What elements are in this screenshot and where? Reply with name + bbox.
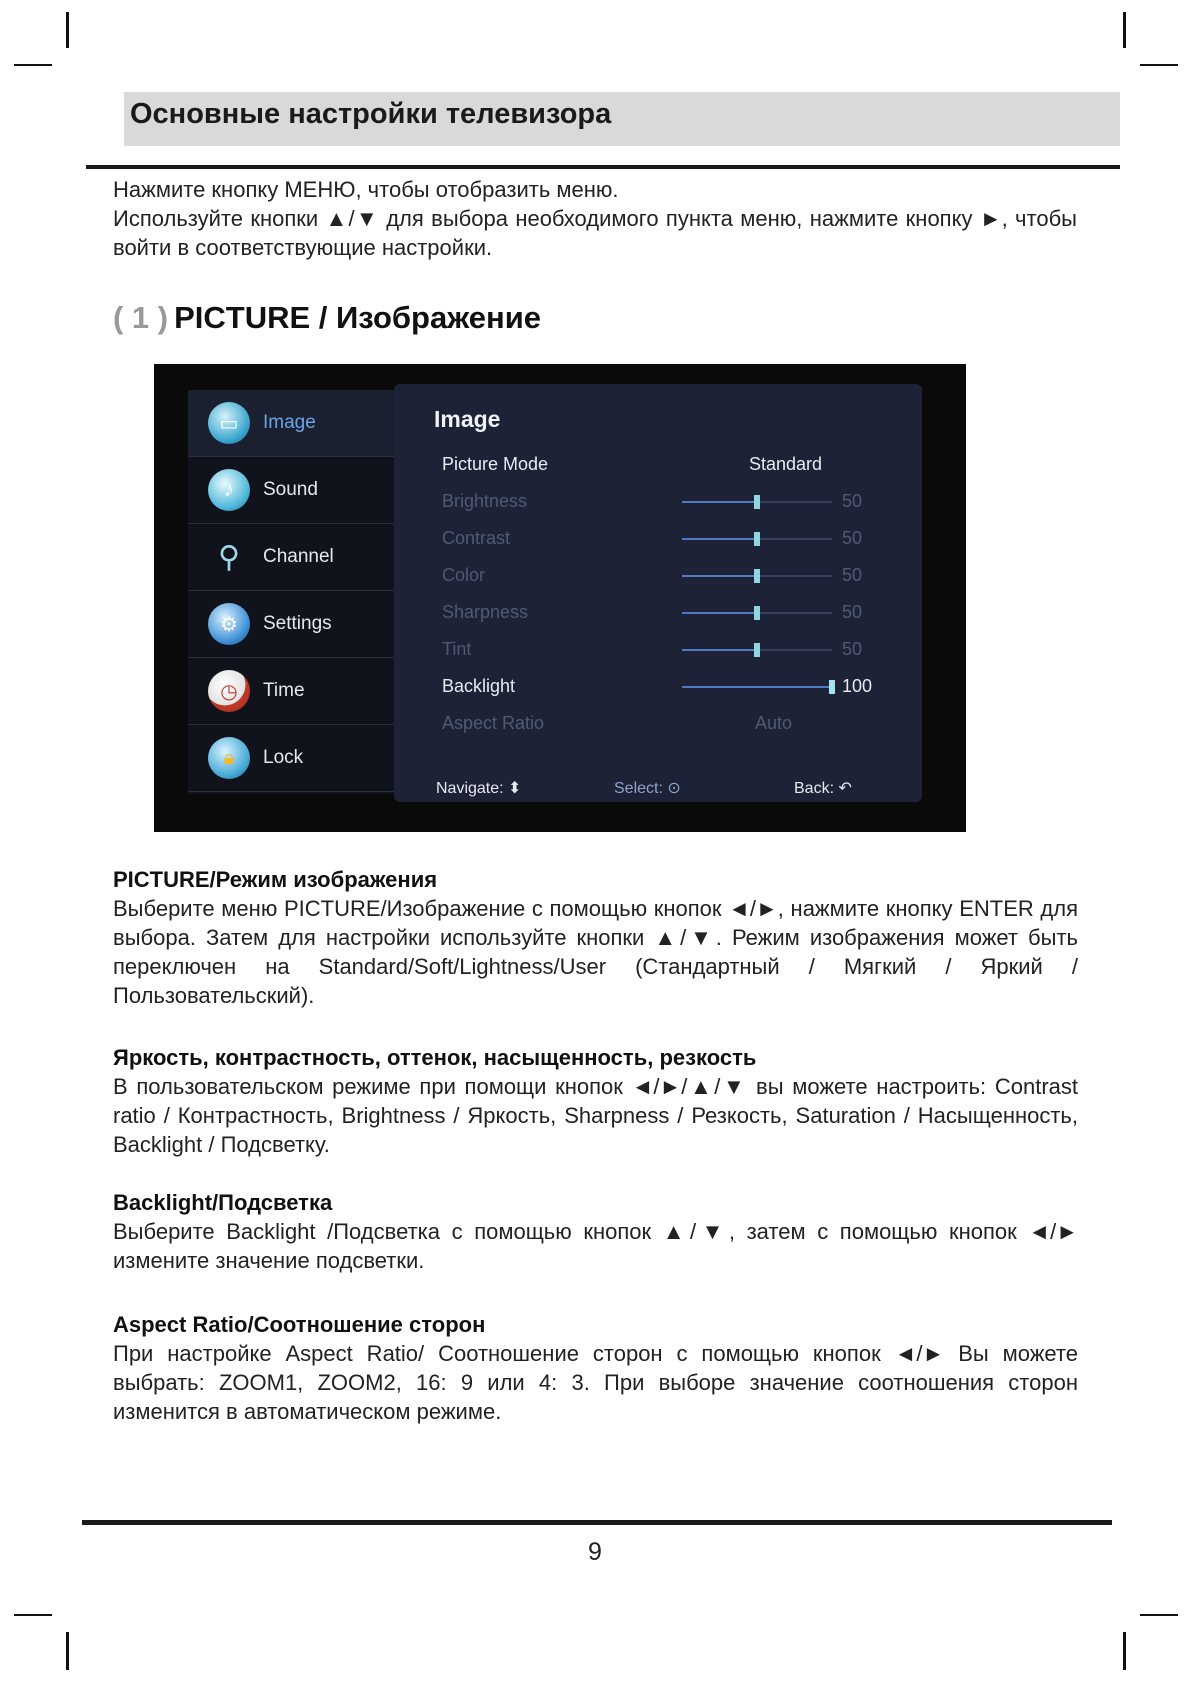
tv-menu-item-lock[interactable]: [188, 725, 394, 792]
row-value: 100: [841, 676, 872, 696]
tv-settings-panel: [394, 384, 922, 802]
row-value: 50: [841, 602, 862, 622]
brightness-slider[interactable]: [682, 501, 832, 503]
brightness-section: [113, 1043, 1078, 1159]
crop-mark: [1140, 1614, 1178, 1616]
tv-menu-label: Lock: [263, 747, 304, 768]
music-note-icon: ♪: [208, 469, 250, 511]
row-label: Contrast: [442, 528, 511, 548]
row-label: Picture Mode: [442, 454, 549, 474]
sharpness-slider[interactable]: [682, 612, 832, 614]
slider-fill: [682, 686, 832, 688]
picture-mode-row[interactable]: [442, 450, 902, 480]
panel-title: Image: [434, 406, 501, 432]
tv-menu-item-time[interactable]: [188, 658, 394, 725]
tv-sidebar: [188, 390, 394, 794]
slider-knob[interactable]: [754, 532, 760, 546]
intro-line: Нажмите кнопку МЕНЮ, чтобы отобразить меню.: [113, 177, 619, 202]
slider-knob[interactable]: [754, 643, 760, 657]
brightness-row[interactable]: [442, 487, 902, 517]
backlight-slider[interactable]: [682, 686, 832, 688]
row-label: Aspect Ratio: [442, 713, 545, 733]
slider-fill: [682, 501, 757, 503]
section-body: Выберите Backlight /Подсветка с помощью кнопок ▲/▼, затем с помощью кнопок ◄/► измените значение подсветки.: [113, 1219, 1078, 1273]
crop-mark: [66, 12, 69, 48]
contrast-row[interactable]: [442, 524, 902, 554]
tv-menu-item-settings[interactable]: [188, 591, 394, 658]
row-value: 50: [841, 639, 862, 659]
row-value: 50: [841, 491, 862, 511]
section-label: PICTURE / Изображение: [174, 300, 542, 335]
tv-menu-screenshot: [154, 364, 966, 832]
slider-knob[interactable]: [754, 569, 760, 583]
navigate-hint: Navigate: ⬍: [436, 780, 522, 797]
slider-fill: [682, 649, 757, 651]
section-heading: Aspect Ratio/Соотношение сторон: [113, 1312, 486, 1337]
alarm-clock-icon: ◷: [208, 670, 250, 712]
crop-mark: [1140, 64, 1178, 66]
section-body: В пользовательском режиме при помощи кнопок ◄/►/▲/▼ вы можете настроить: Contrast ratio / Контрастность, Brightness / Яркость, Sharpness / Резкость, Saturation / Насыщенность, Backlight / Подсветку.: [113, 1074, 1078, 1157]
sharpness-row[interactable]: [442, 598, 902, 628]
page-title: Основные настройки телевизора: [130, 98, 612, 130]
section-body: При настройке Aspect Ratio/ Соотношение сторон с помощью кнопок ◄/► Вы можете выбрать: ZOOM1, ZOOM2, 16: 9 или 4: 3. При выборе значение соотношения сторон изменится в автоматическом режиме.: [113, 1341, 1078, 1424]
contrast-slider[interactable]: [682, 538, 832, 540]
backlight-row[interactable]: [442, 672, 902, 702]
color-row[interactable]: [442, 561, 902, 591]
slider-knob[interactable]: [754, 606, 760, 620]
tv-menu-label: Settings: [263, 613, 332, 634]
row-value: 50: [841, 528, 862, 548]
padlock-icon: 🔒︎: [208, 737, 250, 779]
title-bar: [124, 92, 1120, 146]
slider-fill: [682, 538, 757, 540]
crop-mark: [66, 1632, 69, 1670]
satellite-dish-icon: ⚲: [218, 540, 240, 574]
row-label: Brightness: [442, 491, 528, 511]
section-title: [113, 300, 541, 336]
slider-knob[interactable]: [754, 495, 760, 509]
footer-rule: [82, 1520, 1112, 1525]
header-rule: [86, 165, 1120, 169]
tv-menu-item-sound[interactable]: [188, 457, 394, 524]
crop-mark: [1123, 12, 1126, 48]
slider-knob[interactable]: [829, 680, 835, 694]
tv-menu-label: Sound: [263, 479, 318, 500]
select-hint: Select: ⊙: [614, 780, 681, 797]
section-number: ( 1 ): [113, 300, 169, 335]
crop-mark: [1123, 1632, 1126, 1670]
section-heading: PICTURE/Режим изображения: [113, 867, 438, 892]
row-label: Color: [442, 565, 486, 585]
back-hint: Back: ↶: [794, 780, 852, 797]
row-value: Standard: [748, 454, 822, 474]
tv-menu-label: Channel: [263, 546, 334, 567]
tv-menu-item-image[interactable]: [188, 390, 394, 457]
slider-fill: [682, 575, 757, 577]
crop-mark: [14, 1614, 52, 1616]
backlight-section: [113, 1188, 1078, 1275]
section-heading: Backlight/Подсветка: [113, 1190, 333, 1215]
tv-menu-label: Image: [263, 412, 316, 433]
intro-line: Используйте кнопки ▲/▼ для выбора необходимого пункта меню, нажмите кнопку ►, чтобы войти в соответствующие настройки.: [113, 206, 1077, 260]
slider-fill: [682, 612, 757, 614]
row-value: Auto: [754, 713, 792, 733]
page-number: 9: [588, 1538, 602, 1566]
row-label: Tint: [442, 639, 472, 659]
picture-mode-section: [113, 865, 1078, 1010]
aspect-ratio-row[interactable]: [442, 709, 902, 739]
row-value: 50: [841, 565, 862, 585]
tint-row[interactable]: [442, 635, 902, 665]
tv-menu-item-channel[interactable]: [188, 524, 394, 591]
section-body: Выберите меню PICTURE/Изображение с помощью кнопок ◄/►, нажмите кнопку ENTER для выбора. Затем для настройки используйте кнопки ▲/▼. Режим изображения может быть переключен на Standard/Soft/Lightness/User (Стандартный / Мягкий / Яркий / Пользовательский).: [113, 896, 1078, 1008]
row-label: Sharpness: [442, 602, 529, 622]
aspect-ratio-section: [113, 1310, 1078, 1426]
crop-mark: [14, 64, 52, 66]
row-label: Backlight: [442, 676, 516, 696]
gear-icon: ⚙: [208, 603, 250, 645]
tv-menu-label: Time: [263, 680, 305, 701]
monitor-icon: ▭: [208, 402, 250, 444]
intro-text: [113, 175, 1077, 262]
tint-slider[interactable]: [682, 649, 832, 651]
color-slider[interactable]: [682, 575, 832, 577]
section-heading: Яркость, контрастность, оттенок, насыщенность, резкость: [113, 1045, 757, 1070]
